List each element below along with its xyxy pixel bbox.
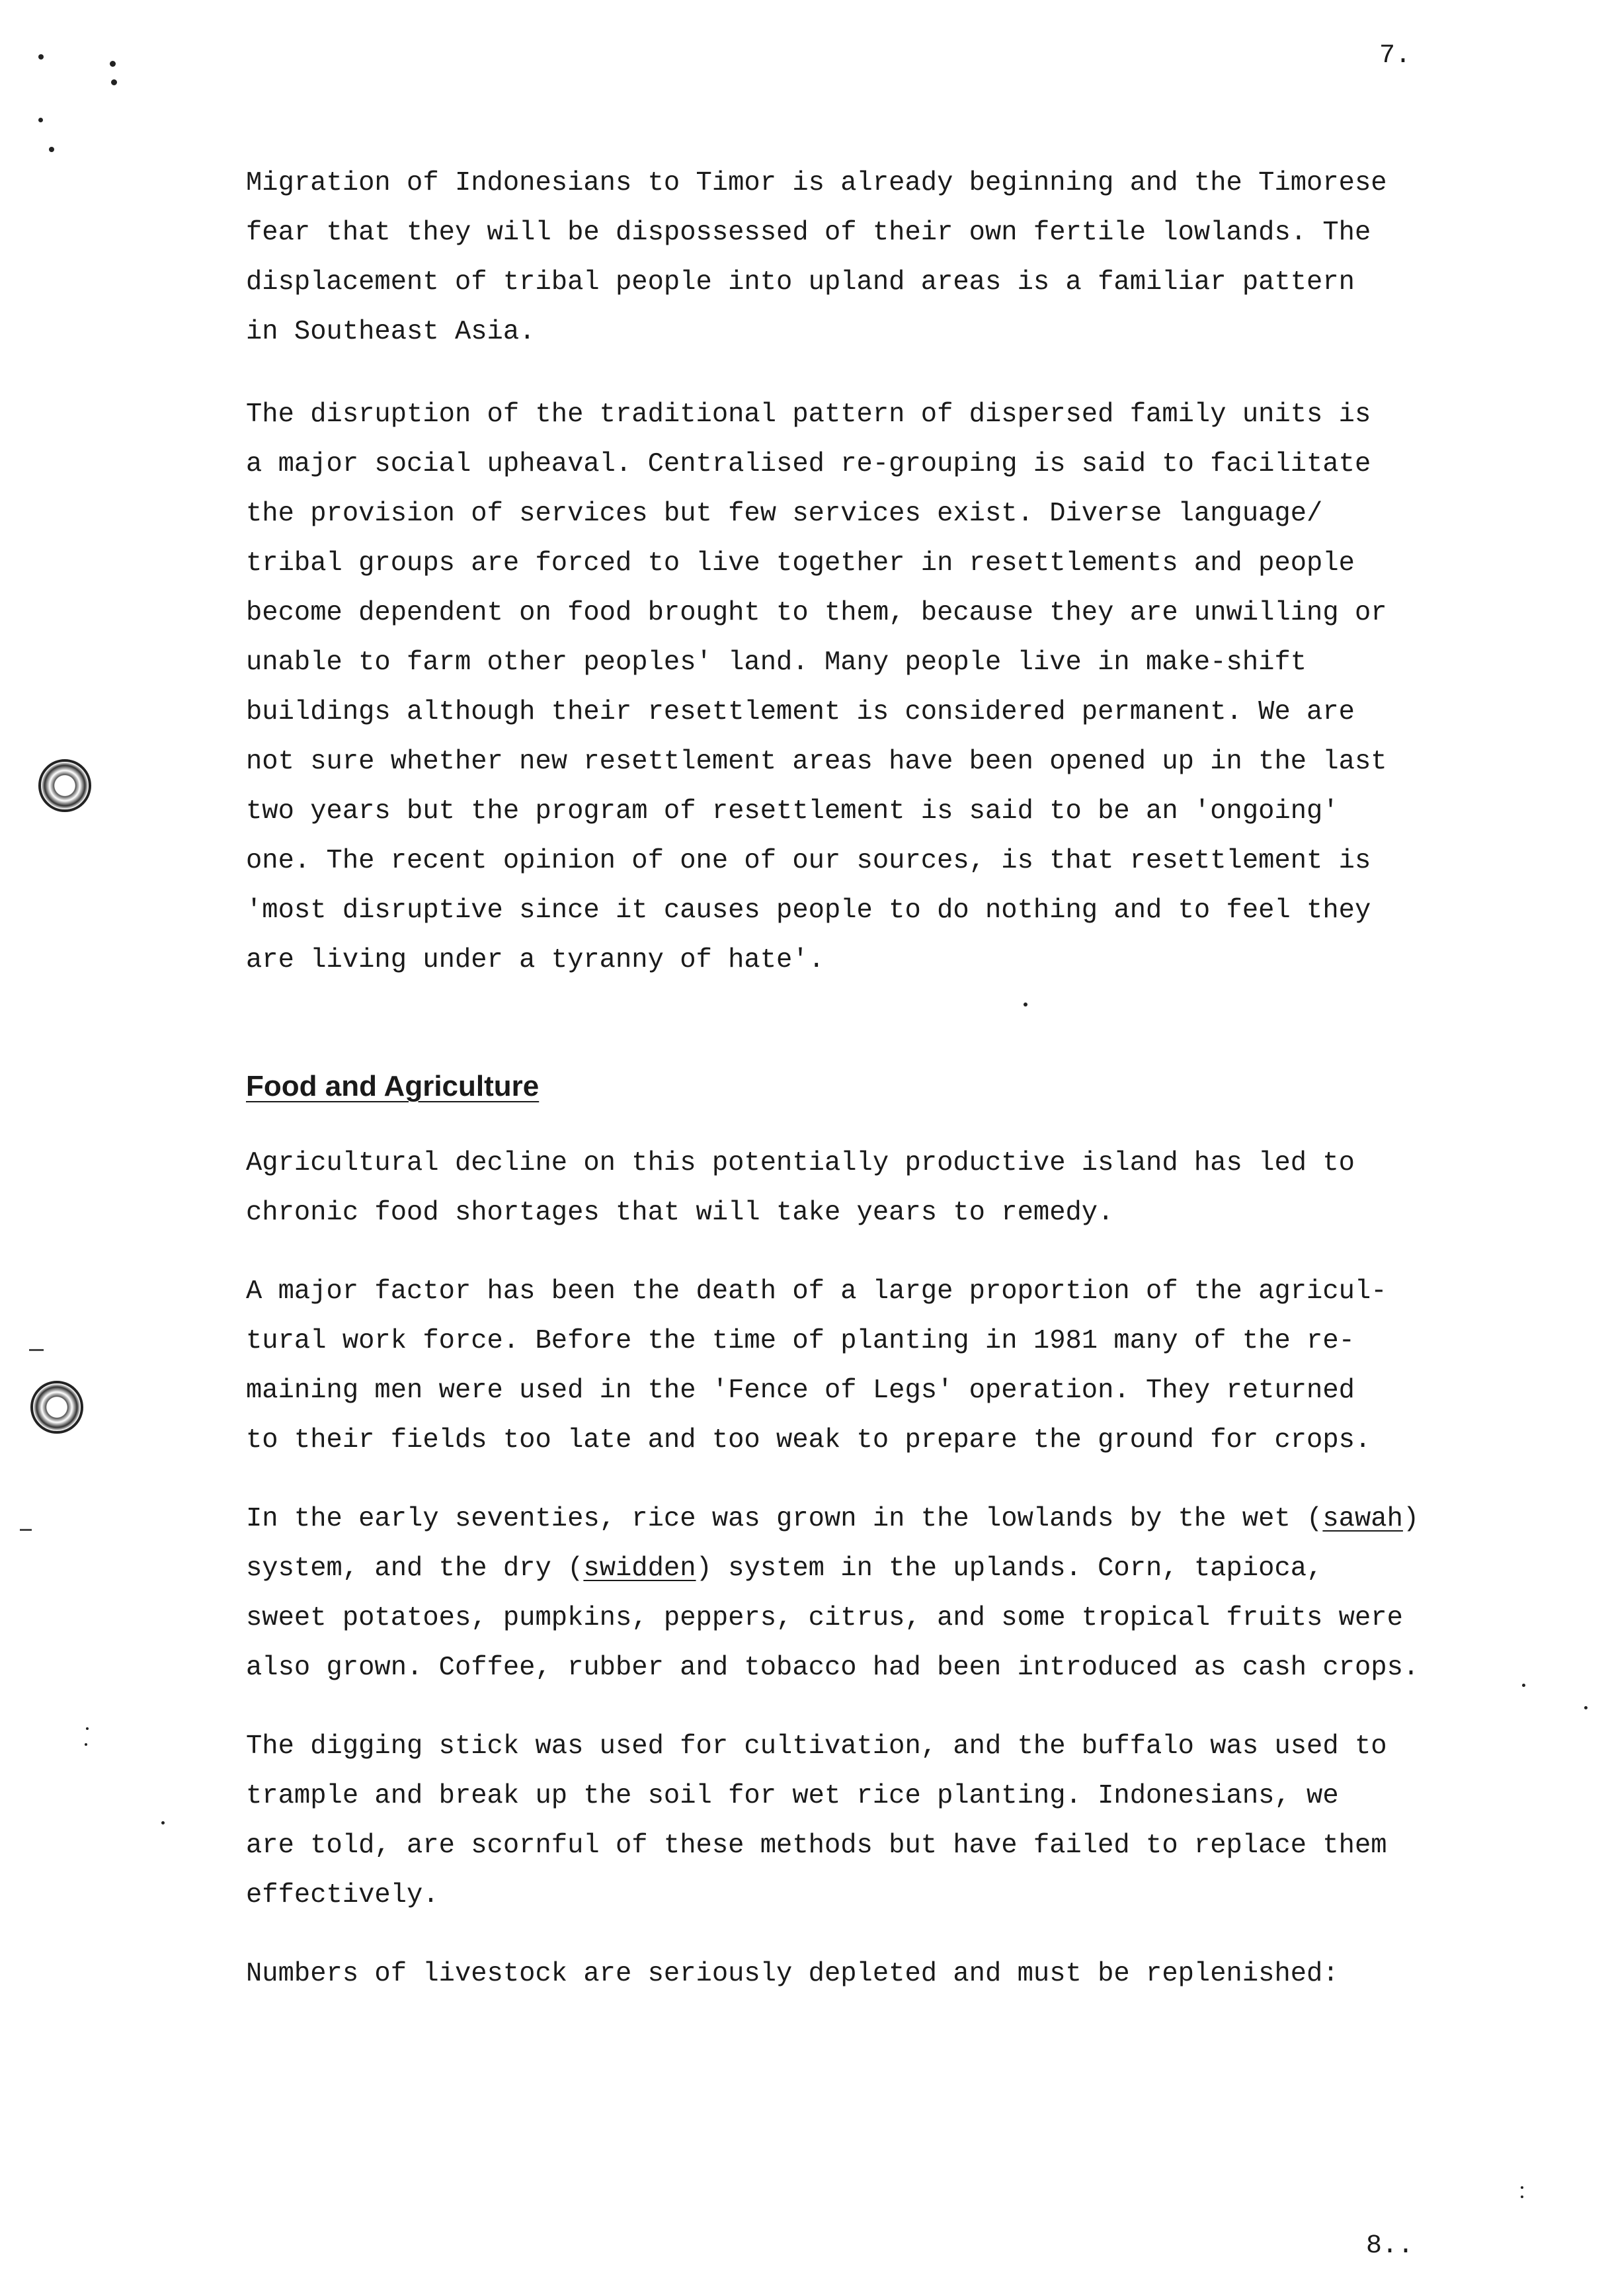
text-line: one. The recent opinion of one of our sources, is that resettlement is <box>246 846 1371 876</box>
text-line: maining men were used in the 'Fence of Legs' operation. They returned <box>246 1375 1355 1406</box>
paragraph-decline <box>246 1139 1489 1238</box>
text-line: fear that they will be dispossessed of their own fertile lowlands. The <box>246 218 1371 248</box>
text-line: the provision of services but few services exist. Diverse language/ <box>246 499 1323 529</box>
text-fragment: ) system in the uplands. Corn, tapioca, <box>696 1553 1323 1584</box>
underlined-term-sawah: sawah <box>1322 1504 1403 1534</box>
underlined-term-swidden: swidden <box>583 1553 696 1584</box>
text-line <box>246 1495 1489 1544</box>
paragraph-livestock <box>246 1949 1489 1999</box>
text-line: effectively. <box>246 1880 439 1910</box>
scan-speck <box>86 1727 89 1730</box>
paragraph-disruption <box>246 390 1489 985</box>
text-line: sweet potatoes, pumpkins, peppers, citrus, and some tropical fruits were <box>246 1603 1403 1633</box>
scan-speck <box>161 1821 165 1824</box>
text-line: buildings although their resettlement is considered permanent. We are <box>246 697 1355 727</box>
paragraph-tools <box>246 1722 1489 1920</box>
text-line: are told, are scornful of these methods but have failed to replace them <box>246 1830 1387 1861</box>
scan-mark <box>29 1349 44 1351</box>
punch-hole-lower <box>30 1381 83 1434</box>
text-line: not sure whether new resettlement areas have been opened up in the last <box>246 747 1387 777</box>
text-line: Migration of Indonesians to Timor is already beginning and the Timorese <box>246 168 1387 198</box>
text-line: become dependent on food brought to them, because they are unwilling or <box>246 598 1387 628</box>
scan-speck <box>1522 1684 1525 1687</box>
punch-hole-upper <box>38 759 91 812</box>
text-line: The disruption of the traditional pattern of dispersed family units is <box>246 399 1371 430</box>
page-number-bottom: 8.. <box>1366 2231 1414 2261</box>
scan-speck <box>111 79 117 85</box>
text-line: unable to farm other peoples' land. Many people live in make-shift <box>246 647 1307 678</box>
page-number-top: 7. <box>1379 41 1412 71</box>
text-line: to their fields too late and too weak to prepare the ground for crops. <box>246 1425 1371 1456</box>
scan-speck <box>1584 1706 1588 1709</box>
text-line: trample and break up the soil for wet rice planting. Indonesians, we <box>246 1781 1339 1811</box>
text-line: 'most disruptive since it causes people to do nothing and to feel they <box>246 895 1371 926</box>
text-line: A major factor has been the death of a large proportion of the agricul- <box>246 1276 1387 1307</box>
text-line: a major social upheaval. Centralised re-grouping is said to facilitate <box>246 449 1371 479</box>
text-line <box>246 1544 1489 1594</box>
scan-speck <box>1521 2195 1523 2198</box>
text-fragment: system, and the dry ( <box>246 1553 584 1584</box>
text-line: chronic food shortages that will take years to remedy. <box>246 1198 1114 1228</box>
text-line: tural work force. Before the time of planting in 1981 many of the re- <box>246 1326 1355 1356</box>
scan-speck <box>110 61 116 67</box>
text-line: two years but the program of resettlement is said to be an 'ongoing' <box>246 796 1339 827</box>
text-fragment: In the early seventies, rice was grown in the lowlands by the wet ( <box>246 1504 1323 1534</box>
scan-speck <box>49 147 54 152</box>
text-line: The digging stick was used for cultivation, and the buffalo was used to <box>246 1731 1387 1762</box>
scan-speck <box>38 118 43 122</box>
text-line: tribal groups are forced to live together in resettlements and people <box>246 548 1355 579</box>
text-line: displacement of tribal people into upland areas is a familiar pattern <box>246 267 1355 298</box>
text-line: also grown. Coffee, rubber and tobacco had been introduced as cash crops. <box>246 1653 1420 1683</box>
text-line: Agricultural decline on this potentially productive island has led to <box>246 1148 1355 1178</box>
paragraph-crops <box>246 1495 1489 1693</box>
scan-speck <box>1521 2186 1523 2189</box>
section-heading: Food and Agriculture <box>246 1070 540 1102</box>
scan-speck <box>38 54 44 60</box>
text-line: Numbers of livestock are seriously depleted and must be replenished: <box>246 1959 1339 1989</box>
text-fragment: ) <box>1402 1504 1420 1534</box>
text-line: are living under a tyranny of hate'. <box>246 945 824 975</box>
paragraph-workforce <box>246 1267 1489 1465</box>
document-body <box>246 159 1489 1999</box>
text-line: in Southeast Asia. <box>246 317 536 347</box>
paragraph-migration <box>246 159 1489 357</box>
scan-speck <box>85 1743 87 1746</box>
scan-mark <box>20 1529 32 1531</box>
